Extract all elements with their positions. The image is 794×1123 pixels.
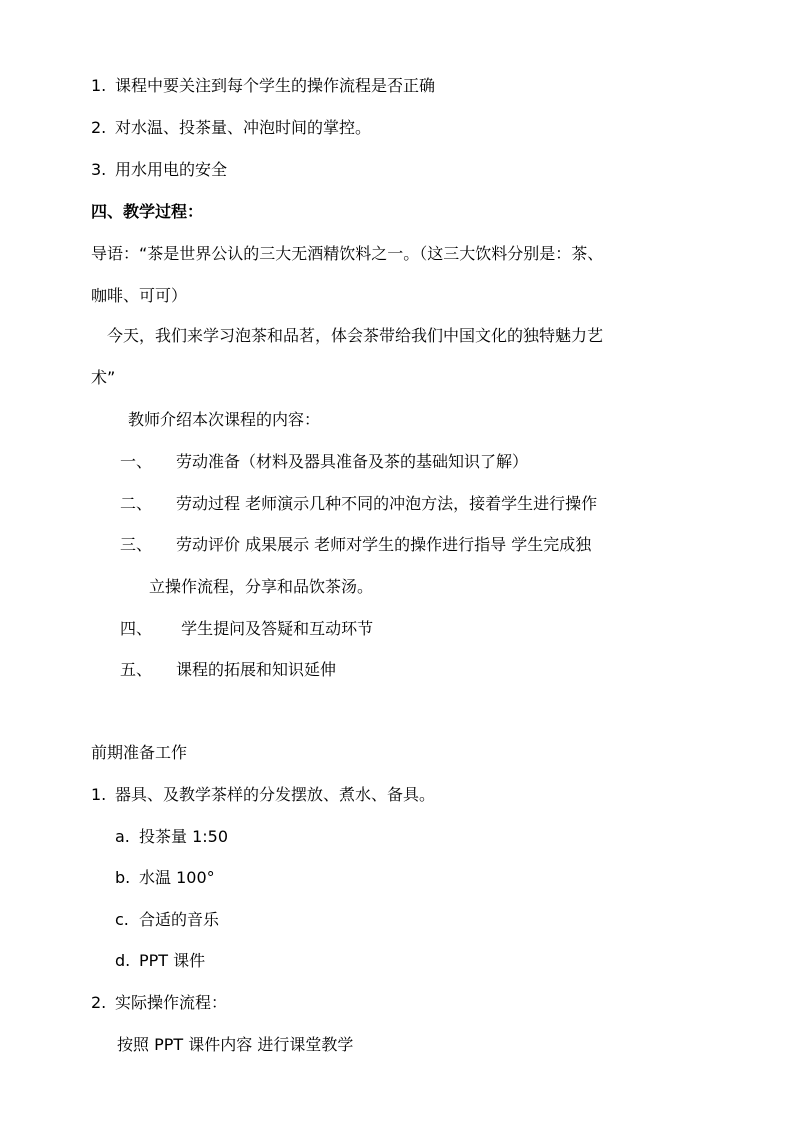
sub-list-marker: d. [115,951,131,970]
sub-list-text: PPT 课件 [139,951,206,970]
list-number: 2. [91,118,107,137]
sub-list-item [115,910,219,930]
sub-list-text: 投茶量 1:50 [139,827,229,846]
intro-line: 教师介绍本次课程的内容： [128,410,321,429]
section-heading: 四、教学过程： [91,202,204,221]
list-number: 1. [91,785,107,804]
list-item [91,785,435,805]
sub-list-item [115,868,215,888]
outline-text-continuation: 立操作流程，分享和品饮茶汤。 [149,577,374,596]
list-number: 3. [91,160,107,179]
list-number: 1. [91,76,107,95]
outline-item [120,660,336,680]
outline-text: 课程的拓展和知识延伸 [176,660,337,679]
list-item-text: 课程中要关注到每个学生的操作流程是否正确 [115,76,436,95]
outline-text: 学生提问及答疑和互动环节 [176,619,374,638]
outline-item [120,452,528,472]
sub-list-item [115,951,205,971]
intro-line: 今天，我们来学习泡茶和品茗，体会茶带给我们中国文化的独特魅力艺 [107,326,604,345]
outline-marker: 一、 [120,452,153,471]
list-item [91,76,435,96]
sub-list-marker: a. [115,827,130,846]
outline-marker: 二、 [120,494,153,513]
sub-list-item [115,827,228,847]
intro-line: 咖啡、可可） [91,286,188,305]
paragraph: 按照 PPT 课件内容 进行课堂教学 [117,1035,354,1054]
outline-item [120,494,597,514]
list-item-text: 用水用电的安全 [115,160,228,179]
list-number: 2. [91,993,107,1012]
outline-text: 劳动准备（材料及器具准备及茶的基础知识了解） [176,452,529,471]
prep-title: 前期准备工作 [91,743,188,762]
list-item [91,160,227,180]
outline-marker: 四、 [120,619,153,638]
outline-item [120,535,591,555]
intro-line: 导语：“茶是世界公认的三大无酒精饮料之一。（这三大饮料分别是：茶、 [91,244,604,263]
intro-line: 术” [91,368,116,387]
outline-text: 劳动评价 成果展示 老师对学生的操作进行指导 学生完成独 [176,535,592,554]
list-item-text: 器具、及教学茶样的分发摆放、煮水、备具。 [115,785,436,804]
sub-list-marker: b. [115,868,131,887]
sub-list-marker: c. [115,910,129,929]
sub-list-text: 水温 100° [139,868,215,887]
list-item [91,118,371,138]
list-item [91,993,227,1013]
list-item-text: 对水温、投茶量、冲泡时间的掌控。 [115,118,372,137]
outline-item [120,619,373,639]
sub-list-text: 合适的音乐 [139,910,220,929]
outline-marker: 三、 [120,535,153,554]
outline-text: 劳动过程 老师演示几种不同的冲泡方法，接着学生进行操作 [176,494,598,513]
outline-marker: 五、 [120,660,153,679]
list-item-text: 实际操作流程： [115,993,228,1012]
